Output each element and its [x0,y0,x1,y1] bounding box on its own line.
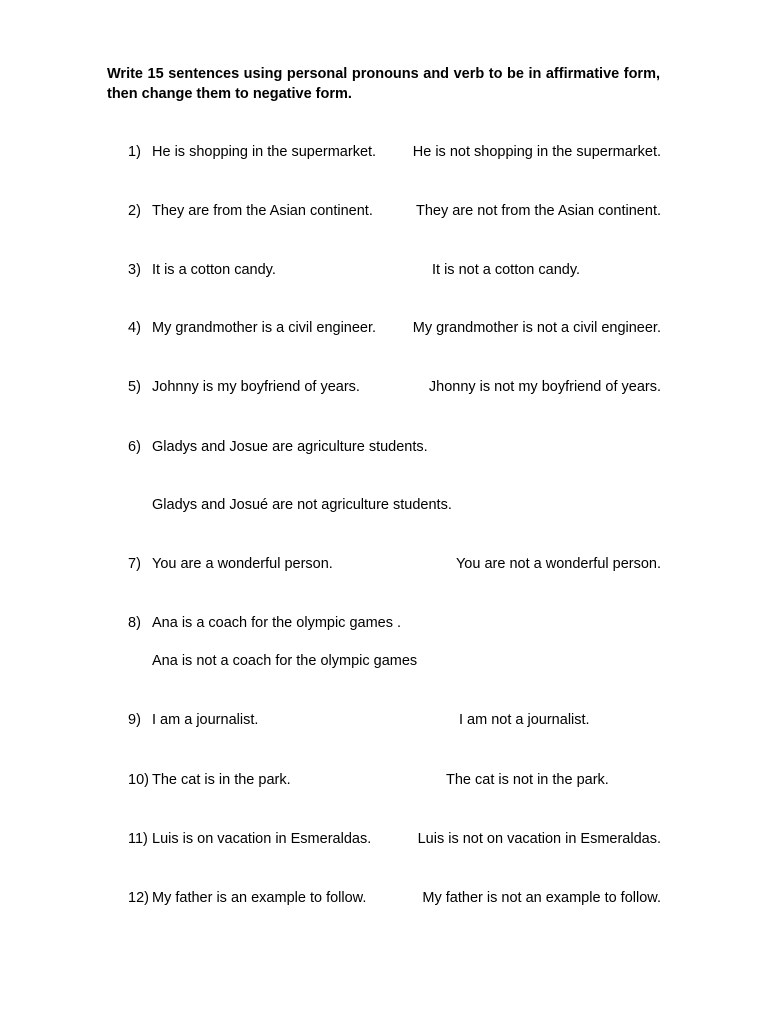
sentence-pair-4 [128,318,661,338]
item-number: 4) [128,320,141,336]
negative-sentence: Gladys and Josué are not agriculture students. [152,497,452,513]
negative-sentence: They are not from the Asian continent. [415,203,661,219]
affirmative-sentence: It is a cotton candy. [152,262,276,278]
sentence-pair-12 [128,888,661,908]
item-number: 8) [128,615,141,631]
sentence-pair-1 [128,142,661,162]
item-number: 6) [128,439,141,455]
sentence-pair-6 [128,437,661,457]
affirmative-sentence: You are a wonderful person. [152,556,333,572]
sentence-pair-11 [128,829,661,849]
item-number: 10) [128,772,149,788]
affirmative-sentence: The cat is in the park. [152,772,291,788]
item-number: 1) [128,144,141,160]
negative-sentence: My grandmother is not a civil engineer. [412,320,661,336]
item-number: 3) [128,262,141,278]
item-number: 2) [128,203,141,219]
item-number: 12) [128,890,149,906]
affirmative-sentence: Gladys and Josue are agriculture students. [152,439,428,455]
affirmative-sentence: Johnny is my boyfriend of years. [152,379,360,395]
affirmative-sentence: He is shopping in the supermarket. [152,144,377,160]
negative-sentence: It is not a cotton candy. [432,262,581,278]
sentence-pair-9 [128,710,661,730]
item-number: 7) [128,556,141,572]
instructions-heading: Write 15 sentences using personal pronouns and verb to be in affirmative form, then change them to negative form. [107,66,660,102]
negative-sentence: You are not a wonderful person. [455,556,661,572]
negative-sentence: Luis is not on vacation in Esmeraldas. [417,831,661,847]
negative-sentence: Ana is not a coach for the olympic games [152,653,418,669]
item-number: 11) [128,831,148,847]
negative-sentence: I am not a journalist. [459,712,590,728]
sentence-pair-8 [128,613,661,633]
negative-sentence: The cat is not in the park. [446,772,609,788]
affirmative-sentence: My father is an example to follow. [152,890,367,906]
affirmative-sentence: Luis is on vacation in Esmeraldas. [152,831,372,847]
negative-sentence: Jhonny is not my boyfriend of years. [428,379,661,395]
affirmative-sentence: They are from the Asian continent. [152,203,373,219]
affirmative-sentence: I am a journalist. [152,712,259,728]
sentence-pair-7 [128,554,661,574]
item-number: 5) [128,379,141,395]
sentence-pair-2 [128,201,661,221]
sentence-pair-10 [128,770,661,790]
sentence-pair-5 [128,377,661,397]
negative-sentence: He is not shopping in the supermarket. [412,144,661,160]
affirmative-sentence: My grandmother is a civil engineer. [152,320,377,336]
item-number: 9) [128,712,141,728]
affirmative-sentence: Ana is a coach for the olympic games . [152,615,402,631]
sentence-pair-3 [128,260,661,280]
negative-sentence: My father is not an example to follow. [422,890,661,906]
